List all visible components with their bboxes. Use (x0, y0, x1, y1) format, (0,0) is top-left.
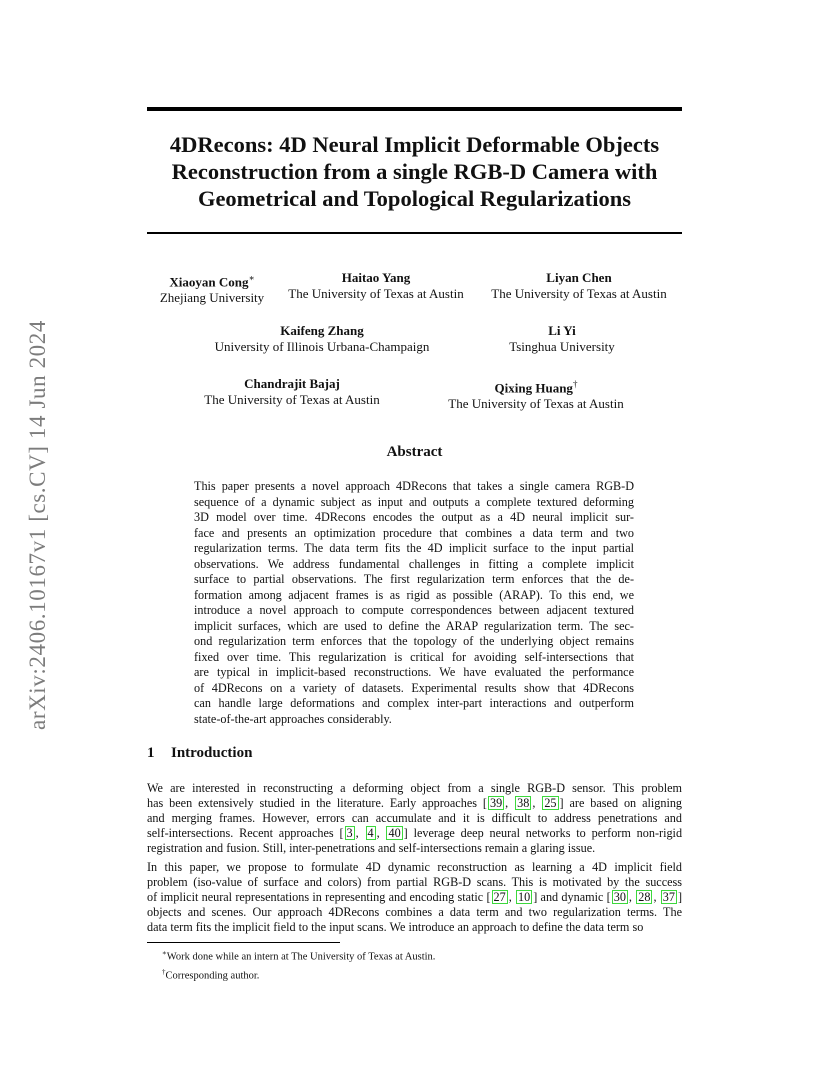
text-segment: of implicit neural representations in representing and encoding static (147, 890, 487, 904)
author-mark: ∗ (248, 273, 255, 283)
author-name: Liyan Chen (546, 270, 612, 285)
footnote-text: Work done while an intern at The University of Texas at Austin. (166, 951, 436, 963)
text-segment: , (355, 826, 365, 840)
text-segment: and dynamic (537, 890, 607, 904)
author-block (276, 270, 476, 302)
author-name: Xiaoyan Cong (169, 274, 249, 290)
citation-link[interactable]: 3 (346, 826, 353, 840)
abstract-line: introduce a novel approach to compute correspondences between adjacent textured (194, 603, 634, 617)
abstract-line: 3D model over time. 4DRecons encodes the output as a 4D neural implicit sur- (194, 510, 634, 524)
abstract-line: of 4DRecons on a variety of datasets. Experimental results show that 4DRecons (194, 680, 634, 695)
abstract-body (194, 479, 634, 727)
author-affiliation: The University of Texas at Austin (491, 286, 667, 301)
section-heading (147, 745, 252, 762)
abstract-line: can handle large deformations and complex inter-part interactions and outperform (194, 696, 634, 710)
abstract-line: regularization terms. The data term fits the 4D implicit surface to the input partial (194, 541, 634, 555)
text-segment: We are interested in reconstructing a deforming object from a single RGB-D sensor. This problem (147, 781, 682, 795)
citation-link[interactable]: 40 (388, 826, 401, 840)
text-line (147, 905, 682, 920)
citation-link[interactable]: 10 (518, 890, 531, 904)
text-line (147, 841, 682, 856)
abstract-line: sequence of a dynamic subject as input and outputs a complete textured deforming (194, 494, 634, 509)
text-segment: , (628, 890, 636, 904)
footnotes (162, 946, 435, 984)
abstract-line: surface to partial observations. The first regularization term enforces that the de- (194, 572, 634, 586)
arxiv-stamp: arXiv:2406.10167v1 [cs.CV] 14 Jun 2024 (25, 320, 50, 730)
text-line: has been extensively studied in the literature. Early approaches [ 39 , 38 , 25 ] are based on aligning (147, 796, 683, 810)
author-name: Haitao Yang (341, 270, 411, 285)
author-block (479, 270, 679, 302)
text-segment: data term fits the implicit field to the input scans. We introduce an approach to define the data term so (147, 920, 644, 934)
title-line: Reconstruction from a single RGB-D Camera with (171, 159, 658, 184)
citation-link[interactable]: 37 (662, 890, 675, 904)
footnote-mark: † (162, 968, 166, 976)
abstract-line: face and presents an optimization procedure that combines a data term and two (194, 525, 634, 540)
author-affiliation: The University of Texas at Austin (288, 286, 464, 301)
citation-link[interactable]: 30 (613, 890, 626, 904)
abstract-line: observations. We address fundamental challenges in fitting a complete implicit (194, 556, 634, 571)
citation-link[interactable]: 25 (544, 796, 557, 810)
citation-link[interactable]: 27 (493, 890, 506, 904)
footnote-text: Corresponding author. (165, 970, 260, 982)
text-segment: In this paper, we propose to formulate 4D dynamic reconstruction as learning a 4D implicit field (147, 860, 682, 874)
author-mark: † (572, 379, 578, 389)
text-segment: , (508, 890, 516, 904)
author-affiliation: Zhejiang University (159, 290, 265, 306)
footnote (162, 965, 435, 984)
footnote-rule (147, 942, 340, 943)
author-affiliation: Tsinghua University (509, 339, 615, 354)
author-block (192, 376, 392, 408)
author-block (147, 270, 277, 306)
text-segment: , (505, 796, 515, 810)
author-name: Chandrajit Bajaj (244, 376, 340, 391)
author-name: Qixing Huang (494, 380, 573, 396)
text-segment: registration and fusion. Still, inter-penetrations and self-intersections remain a glaring issue. (147, 841, 596, 855)
author-block (482, 323, 642, 355)
text-line: of implicit neural representations in representing and encoding static [ 27 , 10 ] and dynamic [ 30 , 28 , 37 ] (147, 890, 683, 904)
text-segment: are based on aligning (563, 796, 683, 810)
title-line: 4DRecons: 4D Neural Implicit Deformable Objects (169, 132, 660, 157)
title-line: Geometrical and Topological Regularizations (197, 186, 632, 211)
text-line: self-intersections. Recent approaches [ 3 , 4 , 40 ] leverage deep neural networks to perform non-rigid (147, 826, 683, 840)
abstract-line: formation among adjacent frames is as rigid as possible (ARAP). To this end, we (194, 587, 634, 602)
author-affiliation: The University of Texas at Austin (204, 392, 380, 407)
text-line (147, 781, 682, 796)
text-segment: , (532, 796, 542, 810)
footnote (162, 946, 435, 965)
text-segment: problem (iso-value of surface and colors) from partial RGB-D scans. This is motivated by the success (147, 875, 682, 889)
text-line (147, 811, 682, 826)
title-bottom-rule (147, 232, 682, 234)
citation-link[interactable]: 38 (517, 796, 530, 810)
author-name: Kaifeng Zhang (280, 323, 364, 338)
abstract-line: This paper presents a novel approach 4DRecons that takes a single camera RGB-D (194, 479, 634, 493)
abstract-line: state-of-the-art approaches considerably. (194, 711, 392, 726)
text-line (147, 860, 682, 875)
author-affiliation: The University of Texas at Austin (448, 396, 624, 412)
intro-paragraph-2 (147, 860, 682, 935)
footnote-mark: ∗ (162, 949, 167, 957)
paper-title (147, 131, 682, 212)
citation-link[interactable]: 28 (638, 890, 651, 904)
text-line (147, 920, 682, 935)
abstract-line: fixed over time. This regularization is critical for avoiding self-intersections that (194, 649, 634, 664)
text-segment: , (653, 890, 660, 904)
abstract-heading: Abstract (386, 444, 443, 460)
text-line (147, 875, 682, 890)
citation-link[interactable]: 39 (489, 796, 503, 810)
abstract-line: are typical in implicit-based reconstructions. We have evaluated the performance (194, 665, 634, 679)
section-title: Introduction (171, 745, 253, 761)
text-segment: self-intersections. Recent approaches (147, 826, 340, 840)
text-segment: objects and scenes. Our approach 4DRecons combines a data term and two regularization terms. The (147, 905, 682, 919)
section-number: 1 (147, 745, 155, 761)
author-block (436, 376, 636, 412)
title-top-rule (147, 107, 682, 111)
abstract-line: ond regularization term enforces that the topology of the underlying object remains (194, 634, 634, 648)
text-segment: leverage deep neural networks to perform non-rigid (407, 826, 683, 840)
author-name: Li Yi (548, 323, 576, 338)
author-block (192, 323, 452, 355)
abstract-line: implicit surfaces, which are used to define the ARAP regularization term. The sec- (194, 618, 634, 633)
intro-paragraph-1 (147, 781, 682, 856)
text-segment: and merging frames. However, errors can accumulate and it is difficult to address penetrations and (147, 811, 682, 825)
author-affiliation: University of Illinois Urbana-Champaign (214, 339, 430, 354)
text-segment: has been extensively studied in the literature. Early approaches (147, 796, 483, 810)
citation-link[interactable]: 4 (367, 826, 374, 840)
text-segment: , (376, 826, 386, 840)
